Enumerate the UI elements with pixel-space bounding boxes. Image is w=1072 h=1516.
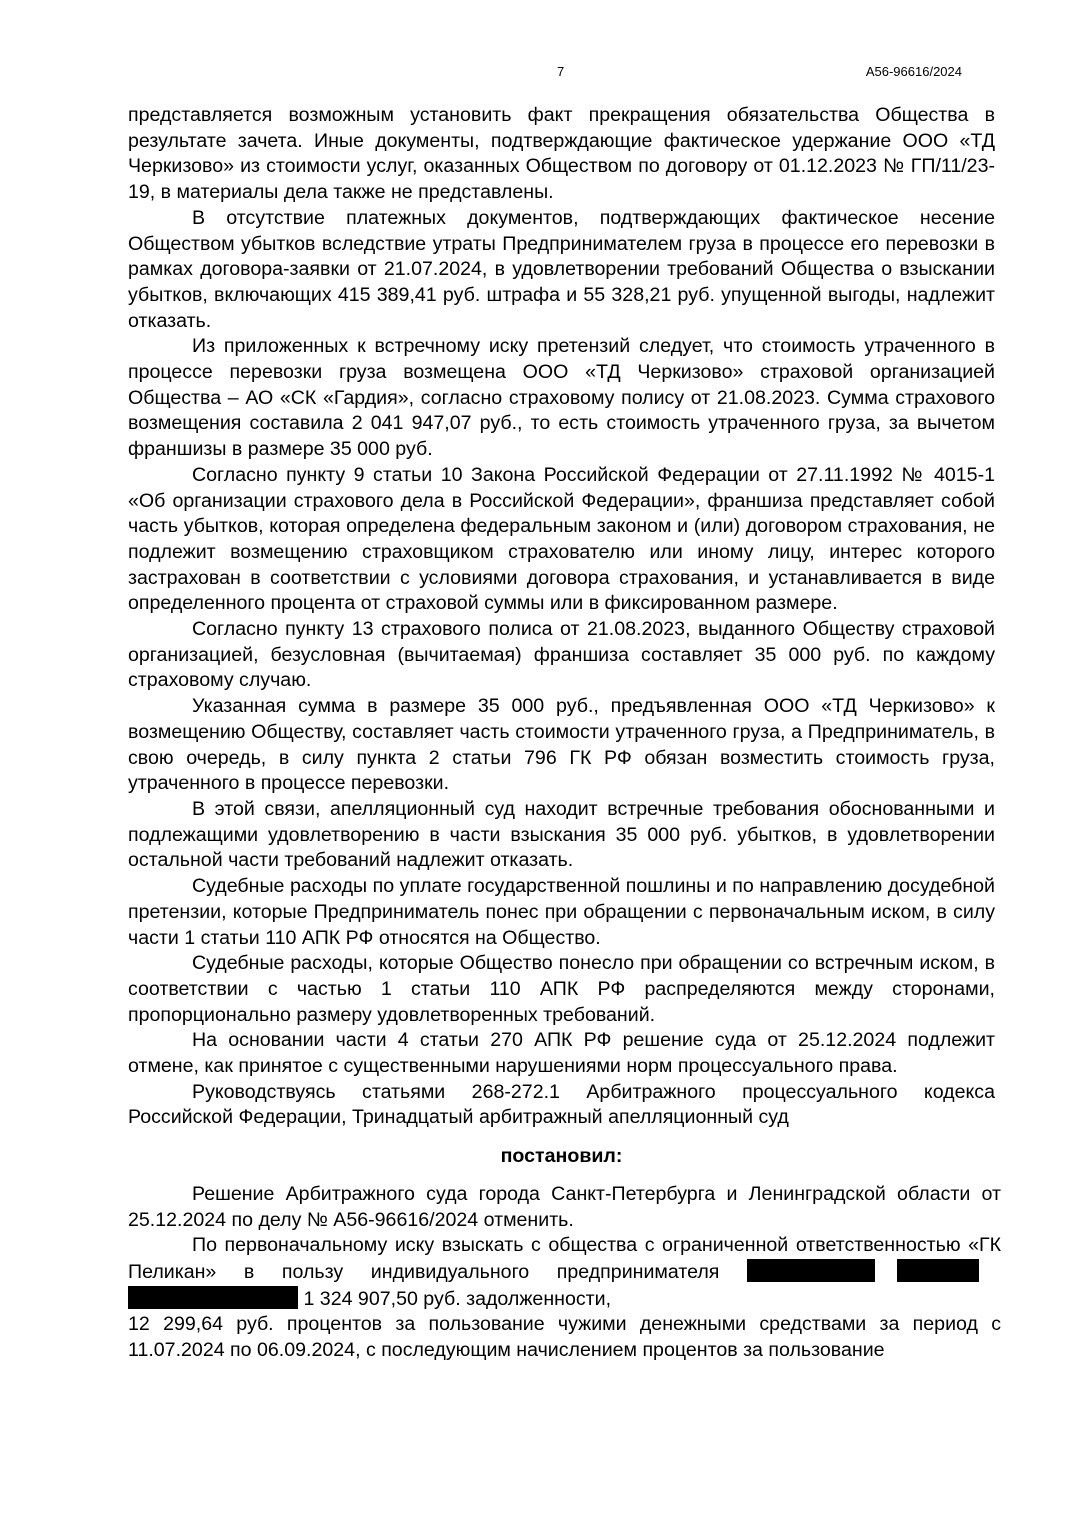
redaction-block: [897, 1259, 979, 1282]
paragraph: В этой связи, апелляционный суд находит встречные требования обоснованными и подлежащими удовлетворению в части взыскания 35 000 руб. убытков, в удовлетворении остальной части требований надлежит отказать.: [128, 797, 995, 872]
paragraph: Судебные расходы, которые Общество понесло при обращении со встречным иском, в соответствии с частью 1 статьи 110 АПК РФ распределяются между сторонами, пропорционально размеру удовлетворенных требований.: [128, 952, 995, 1026]
resolution-block: [128, 1182, 1001, 1364]
debt-amount: 1 324 907,50 руб. задолженности,: [303, 1287, 612, 1310]
paragraph: В отсутствие платежных документов, подтверждающих фактическое несение Обществом убытков вследствие утраты Предпринимателем груза в процессе его перевозки в рамках договора-заявки от 21.07.2024, в удовлетворении требований Общества о взыскании убытков, включающих 415 389,41 руб. штрафа и 55 328,21 руб. упущенной выгоды, надлежит отказать.: [128, 206, 995, 332]
resolution-text: По первоначальному иску взыскать с общества с ограниченной ответственностью «ГК Пеликан» в пользу индивидуального предпринимателя: [128, 1234, 1001, 1283]
redaction-block: [128, 1286, 298, 1309]
paragraph: Руководствуясь статьями 268-272.1 Арбитражного процессуального кодекса Российской Федерации, Тринадцатый арбитражный апелляционный суд: [128, 1080, 995, 1129]
paragraph: Из приложенных к встречному иску претензий следует, что стоимость утраченного в процессе перевозки груза возмещена ООО «ТД Черкизово» страховой организацией Общества – АО «СК «Гардия», согласно страховому полису от 21.08.2023. Сумма страхового возмещения составила 2 041 947,07 руб., то есть стоимость утраченного груза, за вычетом франшизы в размере 35 000 руб.: [128, 335, 995, 461]
resolution-paragraph: 12 299,64 руб. процентов за пользование чужими денежными средствами за период с 11.07.2024 по 06.09.2024, с последующим начислением процентов за пользование: [128, 1313, 1001, 1362]
paragraph: Указанная сумма в размере 35 000 руб., предъявленная ООО «ТД Черкизово» к возмещению Обществу, составляет часть стоимости утраченного груза, а Предприниматель, в свою очередь, в силу пункта 2 статьи 796 ГК РФ обязан возместить стоимость груза, утраченного в процессе перевозки.: [128, 695, 995, 795]
paragraph: представляется возможным установить факт прекращения обязательства Общества в результате зачета. Иные документы, подтверждающие фактическое удержание ООО «ТД Черкизово» из стоимости услуг, оказанных Обществом по договору от 01.12.2023 № ГП/11/23-19, в материалы дела также не представлены.: [128, 104, 995, 204]
resolution-heading: постановил:: [500, 1145, 623, 1168]
redaction-block: [747, 1259, 875, 1282]
document-body: [128, 103, 1001, 1364]
paragraph: На основании части 4 статьи 270 АПК РФ решение суда от 25.12.2024 подлежит отмене, как принятое с существенными нарушениями норм процессуального права.: [128, 1029, 995, 1078]
paragraph: Согласно пункту 13 страхового полиса от 21.08.2023, выданного Обществу страховой организацией, безусловная (вычитаемая) франшиза составляет 35 000 руб. по каждому страховому случаю.: [128, 618, 995, 692]
paragraph: Согласно пункту 9 статьи 10 Закона Российской Федерации от 27.11.1992 № 4015-1 «Об организации страхового дела в Российской Федерации», франшиза представляет собой часть убытков, которая определена федеральным законом и (или) договором страхования, не подлежит возмещению страховщиком страхователю или иному лицу, интерес которого застрахован в соответствии с условиями договора страхования, и устанавливается в виде определенного процента от страховой суммы или в фиксированном размере.: [128, 463, 995, 615]
resolution-paragraph: Решение Арбитражного суда города Санкт-Петербурга и Ленинградской области от 25.12.2024 по делу № А56-96616/2024 отменить.: [128, 1182, 1001, 1231]
case-number: А56-96616/2024: [865, 64, 962, 79]
page-number: 7: [557, 64, 565, 79]
resolution-paragraph: [128, 1233, 1001, 1312]
paragraph: Судебные расходы по уплате государственной пошлины и по направлению досудебной претензии, которые Предприниматель понес при обращении с первоначальным иском, в силу части 1 статьи 110 АПК РФ относятся на Общество.: [128, 875, 995, 949]
